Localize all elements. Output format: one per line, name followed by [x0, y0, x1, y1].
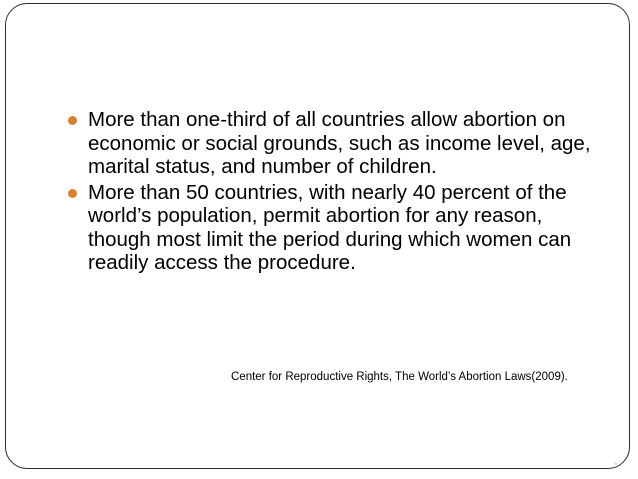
bullet-list	[66, 108, 606, 277]
bullet-item-2	[66, 181, 606, 275]
bullet-text: More than 50 countries, with nearly 40 percent of the world’s population, permit abortion for any reason, though most limit the period during which women can readily access the procedure.	[88, 180, 572, 274]
bullet-text: More than one-third of all countries allow abortion on economic or social grounds, such as income level, age, marital status, and number of children.	[88, 108, 591, 178]
citation: Center for Reproductive Rights, The World’s Abortion Laws(2009).	[231, 371, 568, 383]
page-marker	[614, 462, 617, 465]
bullet-dot-icon	[68, 116, 77, 125]
bullet-item-1	[66, 108, 606, 179]
bullet-dot-icon	[68, 189, 77, 198]
